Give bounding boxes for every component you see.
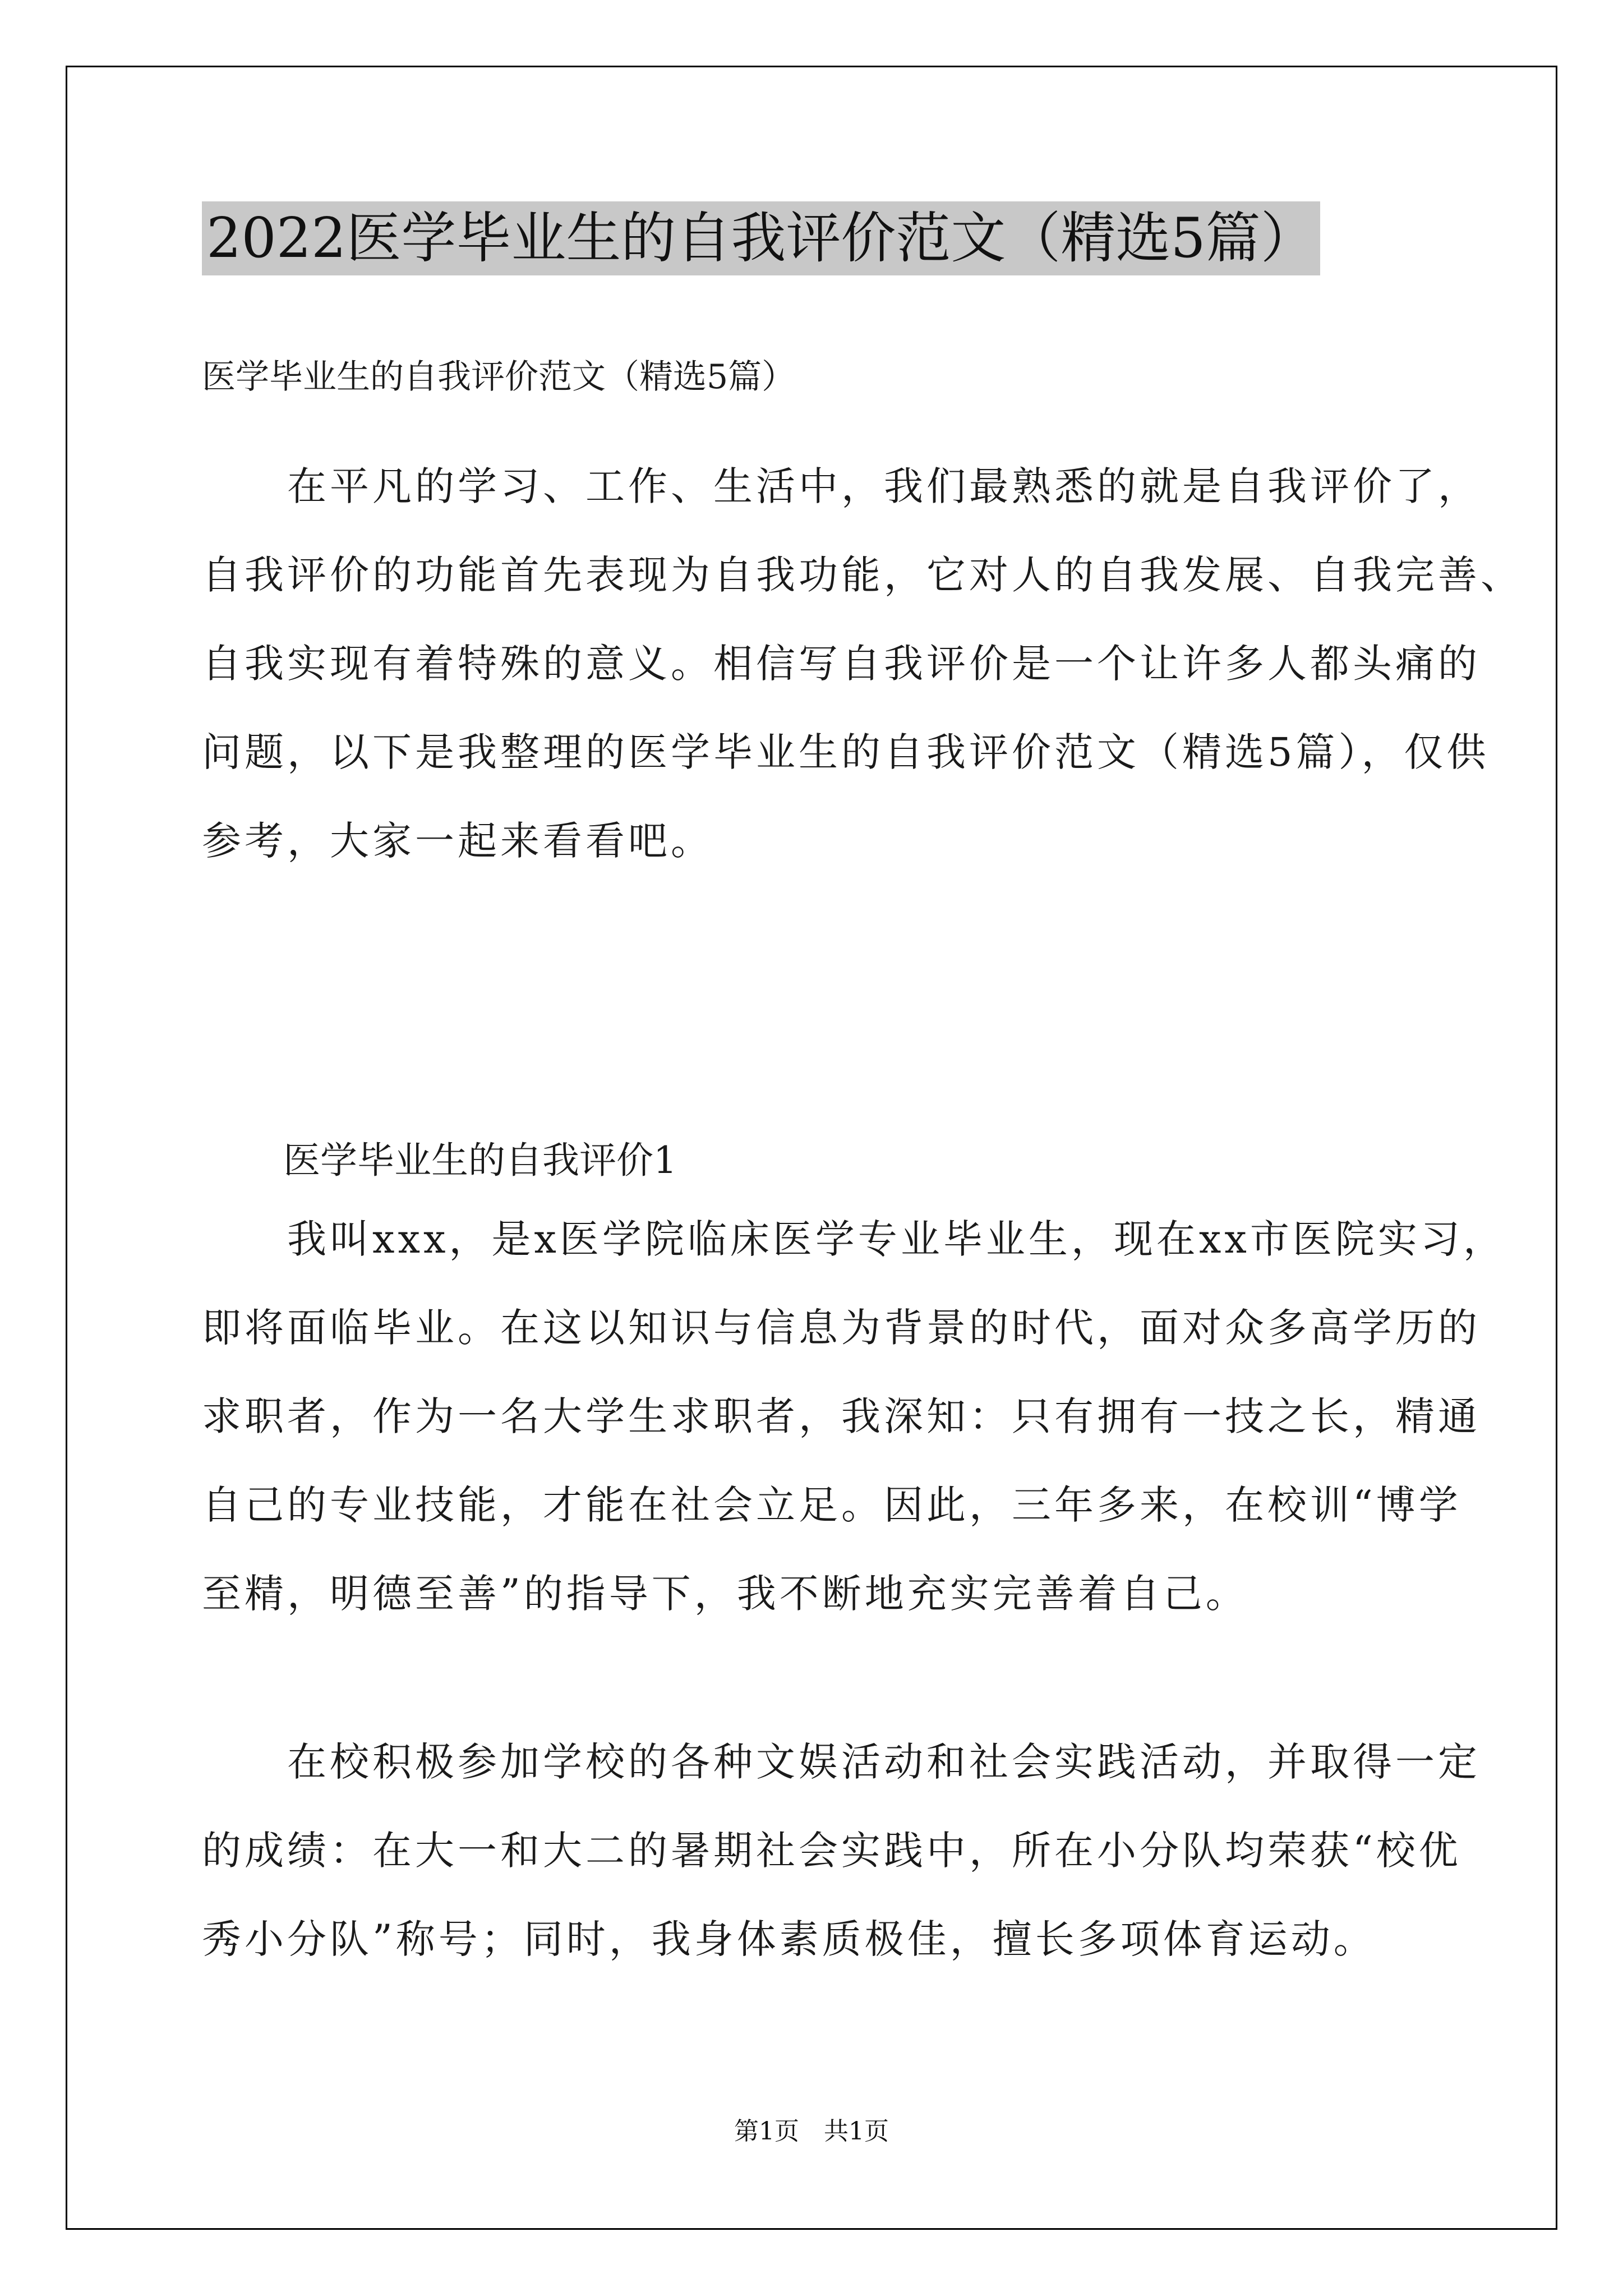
document-subtitle: 医学毕业生的自我评价范文（精选5篇） <box>202 357 796 397</box>
intro-line: 自我评价的功能首先表现为自我功能，它对人的自我发展、自我完善、 <box>202 552 1523 598</box>
paragraph-line: 自己的专业技能，才能在社会立足。因此，三年多来，在校训“博学 <box>202 1482 1461 1528</box>
intro-line: 问题，以下是我整理的医学毕业生的自我评价范文（精选5篇），仅供 <box>202 729 1490 775</box>
paragraph-line: 在校积极参加学校的各种文娱活动和社会实践活动，并取得一定 <box>202 1739 1481 1785</box>
paragraph-1 <box>202 1195 1506 1638</box>
intro-line: 参考，大家一起来看看吧。 <box>202 818 713 864</box>
page-footer: 第1页 共1页 <box>734 2117 889 2146</box>
intro-line: 在平凡的学习、工作、生活中，我们最熟悉的就是自我评价了， <box>202 463 1481 509</box>
paragraph-line: 至精，明德至善”的指导下，我不断地充实完善着自己。 <box>202 1571 1248 1617</box>
paragraph-line: 秀小分队”称号；同时，我身体素质极佳，擅长多项体育运动。 <box>202 1916 1376 1962</box>
intro-line: 自我实现有着特殊的意义。相信写自我评价是一个让许多人都头痛的 <box>202 641 1481 687</box>
paragraph-line: 我叫xxx，是x医学院临床医学专业毕业生，现在xx市医院实习， <box>202 1216 1506 1262</box>
paragraph-line: 求职者，作为一名大学生求职者，我深知：只有拥有一技之长，精通 <box>202 1393 1481 1439</box>
intro-paragraph <box>202 442 1523 885</box>
document-title: 2022医学毕业生的自我评价范文（精选5篇） <box>202 201 1320 275</box>
section-heading: 医学毕业生的自我评价1 <box>283 1139 677 1182</box>
paragraph-line: 的成绩：在大一和大二的暑期社会实践中，所在小分队均荣获“校优 <box>202 1828 1461 1874</box>
paragraph-2 <box>202 1718 1481 1984</box>
paragraph-line: 即将面临毕业。在这以知识与信息为背景的时代，面对众多高学历的 <box>202 1305 1481 1351</box>
